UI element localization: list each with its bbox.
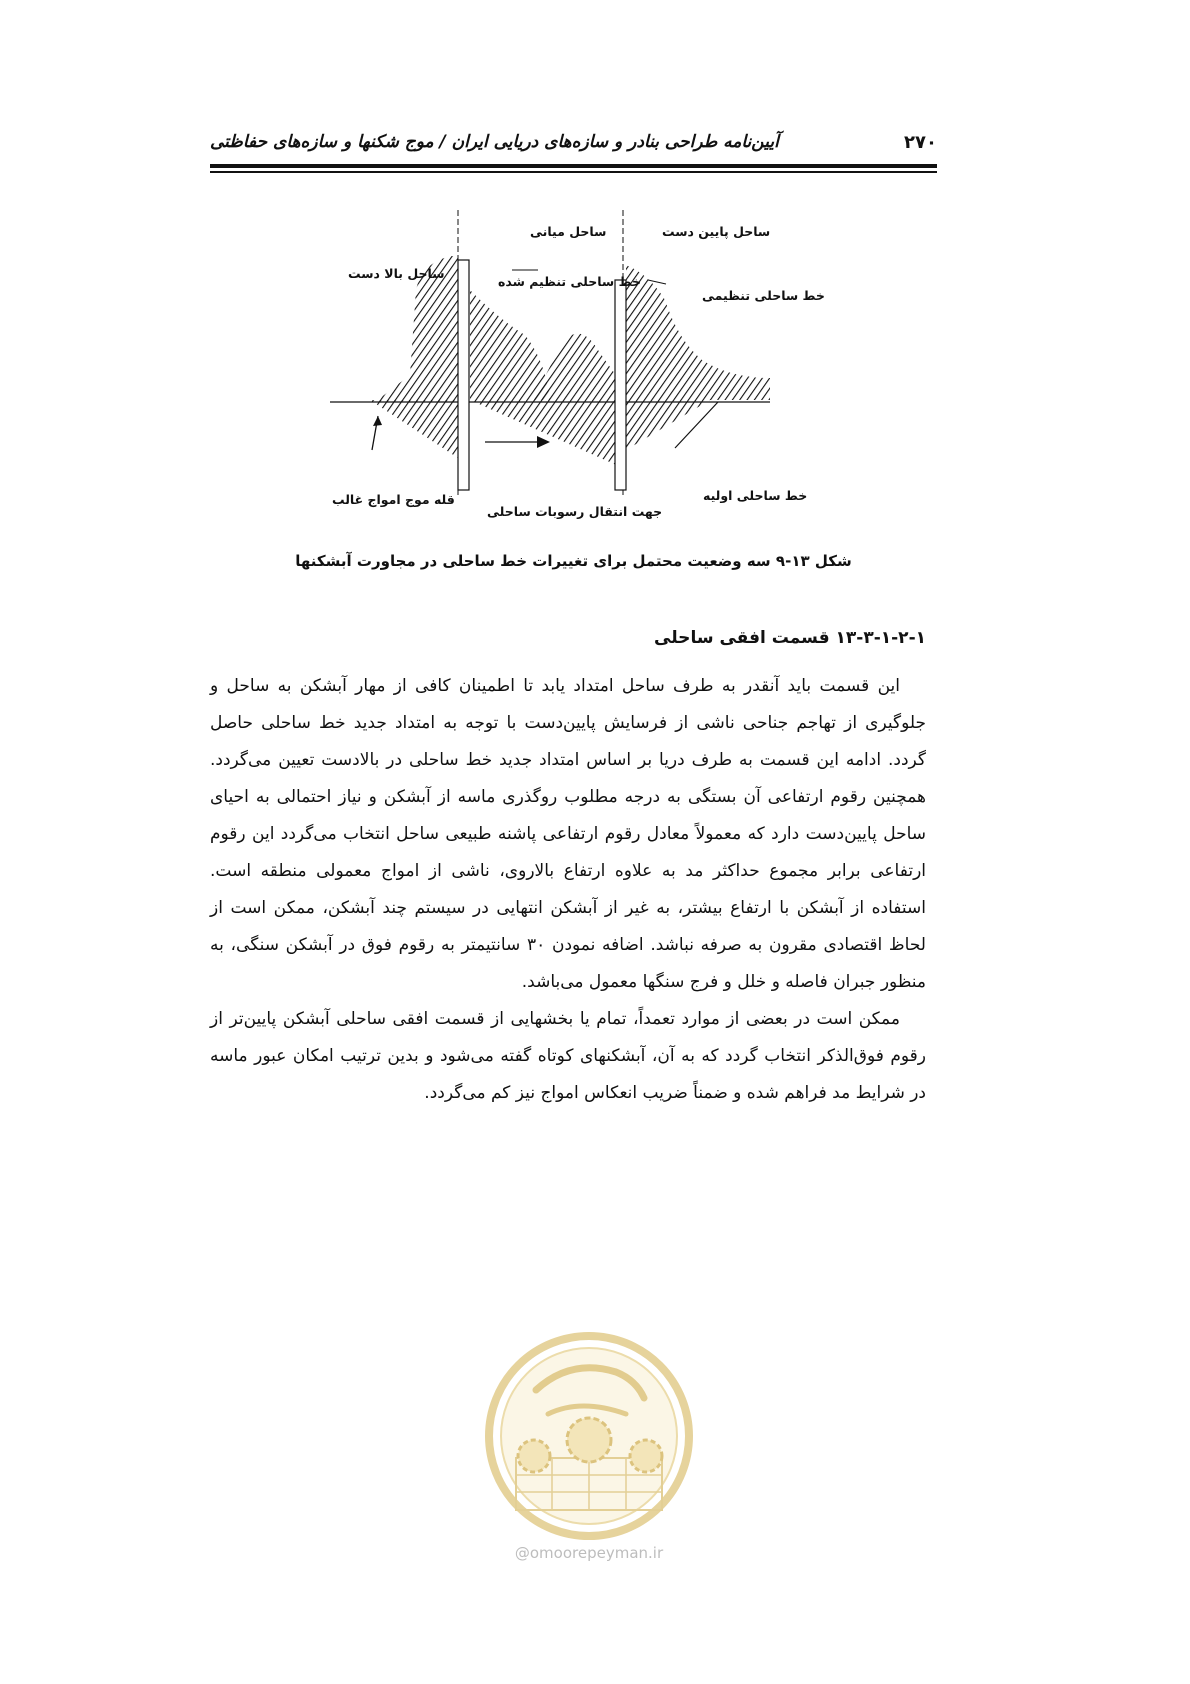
label-middle: ساحل میانی [530,224,607,239]
shoreline-diagram [330,210,850,530]
page-header [210,132,937,154]
shoreline-figure [330,210,850,530]
wave-crest-arrow [373,416,382,426]
running-title: آیین‌نامه طراحی بنادر و سازه‌های دریایی ایران / موج شکنها و سازه‌های حفاظتی [210,132,779,152]
label-upstream: ساحل بالا دست [348,266,445,281]
header-rule-thick [210,164,937,168]
section-heading: ۱۳-۳-۱-۲-۱ قسمت افقی ساحلی [654,628,926,648]
header-rule-thin [210,171,937,173]
upstream-erosion [370,400,458,458]
label-adjusted-shoreline: خط ساحلی تنظیم شده [498,274,641,289]
page-number: ۲۷۰ [904,132,937,153]
middle-accretion [470,290,550,400]
paragraph: ممکن است در بعضی از موارد تعمداً، تمام یا بخشهایی از قسمت افقی ساحلی آبشکن پایین‌تر از رقوم فوق‌الذکر انتخاب گردد که به آن، آبشکنهای کوتاه گفته می‌شود و بدین ترتیب امکان عبور ماسه در شرایط مد فراهم شده و ضمناً ضریب انعکاس امواج نیز کم می‌گردد. [210,1009,926,1103]
figure-caption: شکل ۱۳-۹ سه وضعیت محتمل برای تغییرات خط ساحلی در مجاورت آبشکنها [295,552,852,570]
label-downstream: ساحل پایین دست [662,224,771,239]
sediment-arrow [537,436,550,448]
label-regulating-shoreline: خط ساحلی تنظیمی [702,288,825,303]
label-initial-shoreline: خط ساحلی اولیه [703,488,808,503]
groyne-1 [458,260,469,490]
downstream-erosion [626,400,710,450]
middle-accretion-2 [530,334,623,400]
label-sediment-direction: جهت انتقال رسوبات ساحلی [487,504,663,519]
paragraph: این قسمت باید آنقدر به طرف ساحل امتداد یابد تا اطمینان کافی از مهار آبشکن به ساحل و جلوگیری از تهاجم جناحی ناشی از فرسایش پایین‌دست با توجه به امتداد جدید خط ساحلی حاصل گردد. ادامه این قسمت به طرف دریا بر اساس امتداد جدید خط ساحلی در بالادست تعیین می‌گردد. همچنین رقوم ارتفاعی آن بستگی به درجه مطلوب روگذری ماسه از آبشکن و نیاز احتمالی به احیای ساحل پایین‌دست دارد که معمولاً معادل رقوم ارتفاعی پاشنه طبیعی ساحل انتخاب می‌گردد این رقوم ارتفاعی برابر مجموع حداکثر مد به علاوه ارتفاع بالاروی، ناشی از امواج معمولی منطقه است. استفاده از آبشکن با ارتفاع بیشتر، به غیر از آبشکن انتهایی در سیستم چند آبشکن، ممکن است از لحاظ اقتصادی مقرون به صرفه نباشد. اضافه نمودن ۳۰ سانتیمتر به رقوم فوق در آبشکن سنگی، به منظور جبران فاصله و خلل و فرج سنگها معمول می‌باشد. [210,676,926,992]
groyne-2 [615,280,626,490]
label-wave-crest: قله موج امواج غالب [332,492,455,507]
watermark-logo [476,1328,702,1568]
body-text [210,668,926,1112]
middle-erosion [470,400,623,468]
watermark-url: @omoorepeyman.ir [514,1544,664,1562]
downstream-accretion [626,265,770,400]
